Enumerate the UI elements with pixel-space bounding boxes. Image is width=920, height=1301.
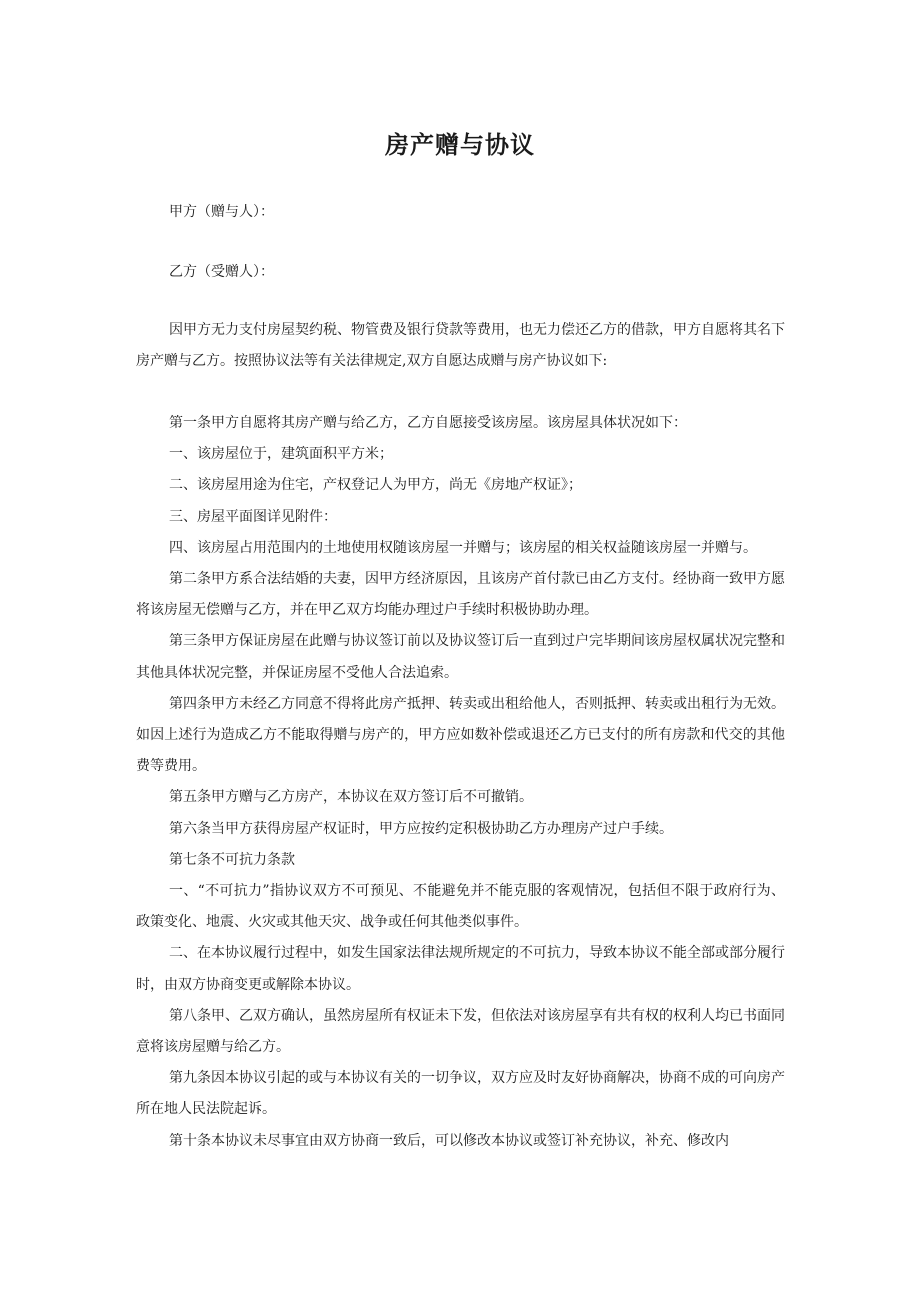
clause-10: 第十条本协议未尽事宜由双方协商一致后，可以修改本协议或签订补充协议，补充、修改内 [169,1132,729,1149]
clause-8: 第八条甲、乙双方确认，虽然房屋所有权证未下发，但依法对该房屋享有共有权的权利人均已书面同意将该房屋赠与给乙方。 [136,1007,785,1056]
clauses-section [136,408,785,1157]
clause-1-item-2: 二、该房屋用途为住宅，产权登记人为甲方，尚无《房地产权证》； [169,477,582,494]
clause-9: 第九条因本协议引起的或与本协议有关的一切争议，双方应及时友好协商解决，协商不成的可向房产所在地人民法院起诉。 [136,1070,785,1118]
clause-1: 第一条甲方自愿将其房产赠与给乙方，乙方自愿接受该房屋。该房屋具体状况如下： [169,415,687,431]
clause-3: 第三条甲方保证房屋在此赠与协议签订前以及协议签订后一直到过户完毕期间该房屋权属状况完整和其他具体状况完整，并保证房屋不受他人合法追索。 [136,633,785,681]
clause-6: 第六条当甲方获得房屋产权证时，甲方应按约定积极协助乙方办理房产过户手续。 [169,820,673,837]
clause-2: 第二条甲方系合法结婚的夫妻，因甲方经济原因，且该房产首付款已由乙方支付。经协商一致甲方愿将该房屋无偿赠与乙方，并在甲乙双方均能办理过户手续时积极协助办理。 [136,571,785,619]
clause-7-heading: 第七条不可抗力条款 [169,851,295,868]
clause-1-item-3: 三、房屋平面图详见附件： [169,508,337,525]
clause-7-item-2: 二、在本协议履行过程中，如发生国家法律法规所规定的不可抗力，导致本协议不能全部或部分履行时，由双方协商变更或解除本协议。 [136,945,785,993]
clause-7-item-1: 一、“不可抗力”指协议双方不可预见、不能避免并不能克服的客观情况，包括但不限于政府行为、政策变化、地震、火灾或其他天灾、战争或任何其他类似事件。 [136,883,785,931]
clause-4: 第四条甲方未经乙方同意不得将此房产抵押、转卖或出租给他人，否则抵押、转卖或出租行为无效。如因上述行为造成乙方不能取得赠与房产的，甲方应如数补偿或退还乙方已支付的所有房款和代交的其他费等费用。 [136,695,785,775]
intro-paragraph: 因甲方无力支付房屋契约税、物管费及银行贷款等费用，也无力偿还乙方的借款，甲方自愿将其名下房产赠与乙方。按照协议法等有关法律规定,双方自愿达成赠与房产协议如下: [136,322,785,369]
party-b-line: 乙方（受赠人）： [169,264,274,280]
clause-1-item-4: 四、该房屋占用范围内的土地使用权随该房屋一并赠与；该房屋的相关权益随该房屋一并赠与。 [169,539,757,556]
clause-1-item-1: 一、该房屋位于，建筑面积平方米； [169,446,393,463]
clause-5: 第五条甲方赠与乙方房产，本协议在双方签订后不可撤销。 [169,789,533,806]
document-title: 房产赠与协议 [385,131,535,159]
party-a-line: 甲方（赠与人）： [169,204,274,220]
